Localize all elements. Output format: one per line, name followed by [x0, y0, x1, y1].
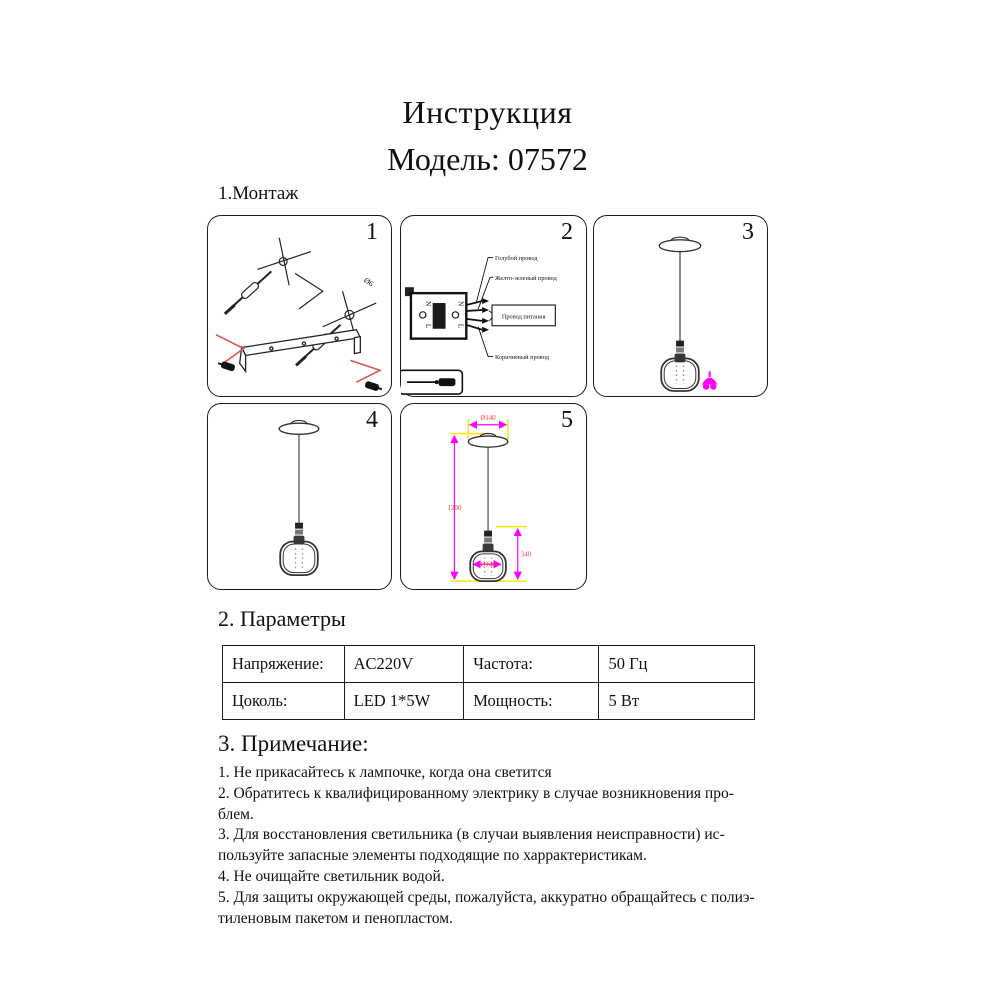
dim-canopy-diameter: Ø140: [480, 414, 496, 422]
wire-label-yellow-green: Желто-зеленый провод: [494, 274, 557, 282]
leader-lines: [476, 258, 493, 357]
section-heading-notes: 3. Примечание:: [218, 731, 369, 756]
glass-shade: [280, 542, 318, 576]
table-row: [223, 683, 755, 720]
magenta-bulb-icon: [703, 371, 717, 389]
terminal-l-label: L: [423, 323, 433, 329]
wire-label-blue: Голубой провод: [494, 255, 538, 263]
notes-list: [218, 763, 838, 929]
note-line: 1. Не прикасайтесь к лампочке, когда она светится: [218, 764, 552, 781]
montage-panel-2: [400, 215, 587, 397]
panel-number: 4: [366, 407, 378, 433]
panel-number: 3: [742, 219, 754, 245]
mounting-bracket: [240, 330, 361, 372]
note-line: 4. Не очищайте светильник водой.: [218, 867, 445, 885]
panel-number: 5: [561, 407, 573, 433]
dim-shade-height: 340: [520, 551, 532, 559]
note-line: 5. Для защиты окружающей среды, пожалуйста, аккуратно обращайтесь с полиэ-: [218, 888, 755, 906]
param-label: Напряжение:: [223, 646, 345, 683]
panel-number: 2: [561, 219, 573, 245]
model-number: Модель: 07572: [387, 141, 588, 177]
page-title: Инструкция: [402, 94, 573, 130]
dimension-lines: [454, 425, 517, 579]
param-label: Цоколь:: [223, 683, 345, 720]
montage-panel-4: [207, 403, 392, 590]
param-value: AC220V: [344, 646, 464, 683]
wire-tips: [482, 298, 489, 333]
screwdriver-icon: [401, 370, 462, 394]
wall-anchor-diagram: [208, 216, 391, 396]
terminal-n-label-2: N: [456, 301, 466, 307]
wire-label-power: Провод питания: [501, 313, 546, 321]
montage-panel-3: [593, 215, 768, 397]
montage-panel-5: [400, 403, 587, 590]
dim-shade-diameter: Ø140: [480, 561, 496, 569]
direction-chevron: [295, 273, 323, 309]
section-heading-params: 2. Параметры: [218, 606, 346, 631]
wiring-diagram: [401, 216, 586, 396]
section-heading-montage: 1.Монтаж: [218, 183, 299, 204]
drill-diameter-label: Ø6: [362, 275, 376, 289]
glass-shade: [661, 358, 699, 391]
montage-panel-1: [207, 215, 392, 397]
param-label: Частота:: [464, 646, 599, 683]
terminal-l-label-2: L: [456, 323, 466, 329]
panel-number: 1: [366, 219, 378, 245]
dim-total-height: 1200: [447, 504, 462, 512]
param-label: Мощность:: [464, 683, 599, 720]
socket: [483, 531, 494, 552]
terminal-n-label: N: [423, 301, 433, 307]
param-value: 5 Вт: [599, 683, 755, 720]
drill-cross-marks: [257, 238, 376, 341]
canopy: [279, 420, 319, 434]
note-line: 2. Обратитесь к квалифицированному электрику в случае возникновения про-: [218, 784, 734, 802]
terminal-block: [405, 287, 466, 338]
note-line: блем.: [218, 805, 254, 823]
param-value: LED 1*5W: [344, 683, 464, 720]
table-row: [223, 646, 755, 683]
param-value: 50 Гц: [599, 646, 755, 683]
pendant-lamp-diagram: [208, 404, 391, 589]
canopy: [468, 433, 508, 447]
note-line: 3. Для восстановления светильника (в случаи выявления неисправности) ис-: [218, 826, 725, 844]
wire-label-brown: Коричневый провод: [494, 353, 549, 361]
dimension-diagram: [401, 404, 586, 589]
canopy: [659, 237, 701, 251]
parameters-table: [222, 645, 755, 720]
note-line: тиленовым пакетом и пенопластом.: [218, 909, 453, 927]
note-line: пользуйте запасные элементы подходящие по харрактеристикам.: [218, 847, 647, 865]
